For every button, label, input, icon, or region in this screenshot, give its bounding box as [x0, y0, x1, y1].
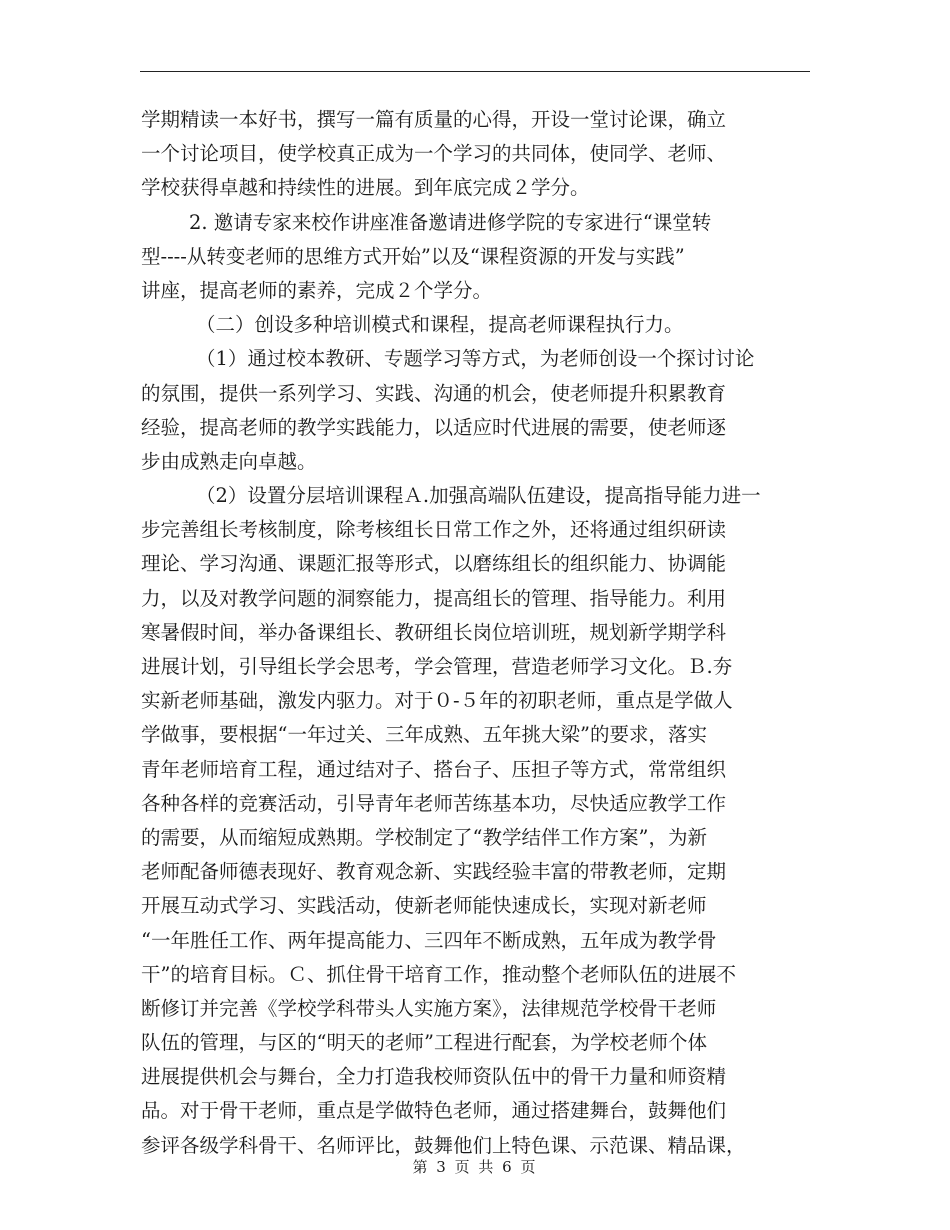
paragraph-line: 开展互动式学习、实践活动，使新老师能快速成长，实现对新老师 — [141, 894, 707, 918]
paragraph-line: 进展提供机会与舞台，全力打造我校师资队伍中的骨干力量和师资精 — [141, 1065, 727, 1089]
paragraph-line: 青年老师培育工程，通过结对子、搭台子、压担子等方式，常常组织 — [141, 757, 727, 781]
paragraph-line: 一个讨论项目，使学校真正成为一个学习的共同体，使同学、老师、 — [141, 142, 727, 166]
paragraph-line: 学期精读一本好书，撰写一篇有质量的心得，开设一堂讨论课，确立 — [141, 108, 727, 131]
paragraph-line: 寒暑假时间，举办备课组长、教研组长岗位培训班，规划新学期学科 — [141, 620, 727, 644]
paragraph-line: 讲座，提高老师的素养，完成２个学分。 — [141, 278, 493, 302]
paragraph-line: 老师配备师德表现好、教育观念新、实践经验丰富的带教老师，定期 — [141, 860, 727, 884]
paragraph-line: 进展计划，引导组长学会思考，学会管理，营造老师学习文化。Ｂ.夯 — [141, 655, 733, 678]
paragraph-line: 参评各级学科骨干、名师评比，鼓舞他们上特色课、示范课、精品课， — [141, 1133, 746, 1157]
paragraph-line: 步完善组长考核制度，除考核组长日常工作之外，还将通过组织研读 — [141, 518, 727, 542]
paragraph-line: 2. 邀请专家来校作讲座准备邀请进修学院的专家进行“课堂转 — [189, 210, 712, 234]
paragraph-line: 型----从转变老师的思维方式开始”以及“课程资源的开发与实践” — [141, 244, 685, 268]
paragraph-line: 队伍的管理，与区的“明天的老师”工程进行配套，为学校老师个体 — [141, 1031, 707, 1055]
section-heading: （二）创设多种培训模式和课程，提高老师课程执行力。 — [196, 313, 684, 337]
paragraph-line: 干”的培育目标。Ｃ、抓住骨干培育工作，推动整个老师队伍的进展不 — [141, 962, 736, 986]
paragraph-line: 实新老师基础，激发内驱力。对于０-５年的初职老师，重点是学做人 — [141, 689, 733, 713]
paragraph-line: 学做事，要根据“一年过关、三年成熟、五年挑大梁”的要求，落实 — [141, 723, 707, 747]
paragraph-line: “一年胜任工作、两年提高能力、三四年不断成熟，五年成为教学骨 — [141, 928, 717, 952]
paragraph-line: 的氛围，提供一系列学习、实践、沟通的机会，使老师提升积累教育 — [141, 381, 727, 405]
paragraph-line: 经验，提高老师的教学实践能力，以适应时代进展的需要，使老师逐 — [141, 415, 727, 439]
paragraph-line: 理论、学习沟通、课题汇报等形式，以磨练组长的组织能力、协调能 — [141, 552, 727, 576]
header-rule — [140, 71, 810, 72]
paragraph-line: 学校获得卓越和持续性的进展。到年底完成２学分。 — [141, 176, 590, 200]
document-body — [141, 103, 811, 1163]
paragraph-line: （2）设置分层培训课程Ａ.加强高端队伍建设，提高指导能力进一 — [196, 484, 761, 508]
page-number-footer: 第 3 页 共 6 页 — [412, 1158, 538, 1176]
paragraph-line: 断修订并完善《学校学科带头人实施方案》，法律规范学校骨干老师 — [141, 996, 717, 1020]
paragraph-line: 品。对于骨干老师，重点是学做特色老师，通过搭建舞台，鼓舞他们 — [141, 1099, 727, 1123]
paragraph-line: 力，以及对教学问题的洞察能力，提高组长的管理、指导能力。利用 — [141, 586, 727, 610]
paragraph-line: 步由成熟走向卓越。 — [141, 449, 317, 473]
paragraph-line: （1）通过校本教研、专题学习等方式，为老师创设一个探讨讨论 — [196, 347, 755, 371]
paragraph-line: 各种各样的竞赛活动，引导青年老师苦练基本功，尽快适应教学工作 — [141, 791, 727, 815]
paragraph-line: 的需要，从而缩短成熟期。学校制定了“教学结伴工作方案”，为新 — [141, 825, 707, 849]
